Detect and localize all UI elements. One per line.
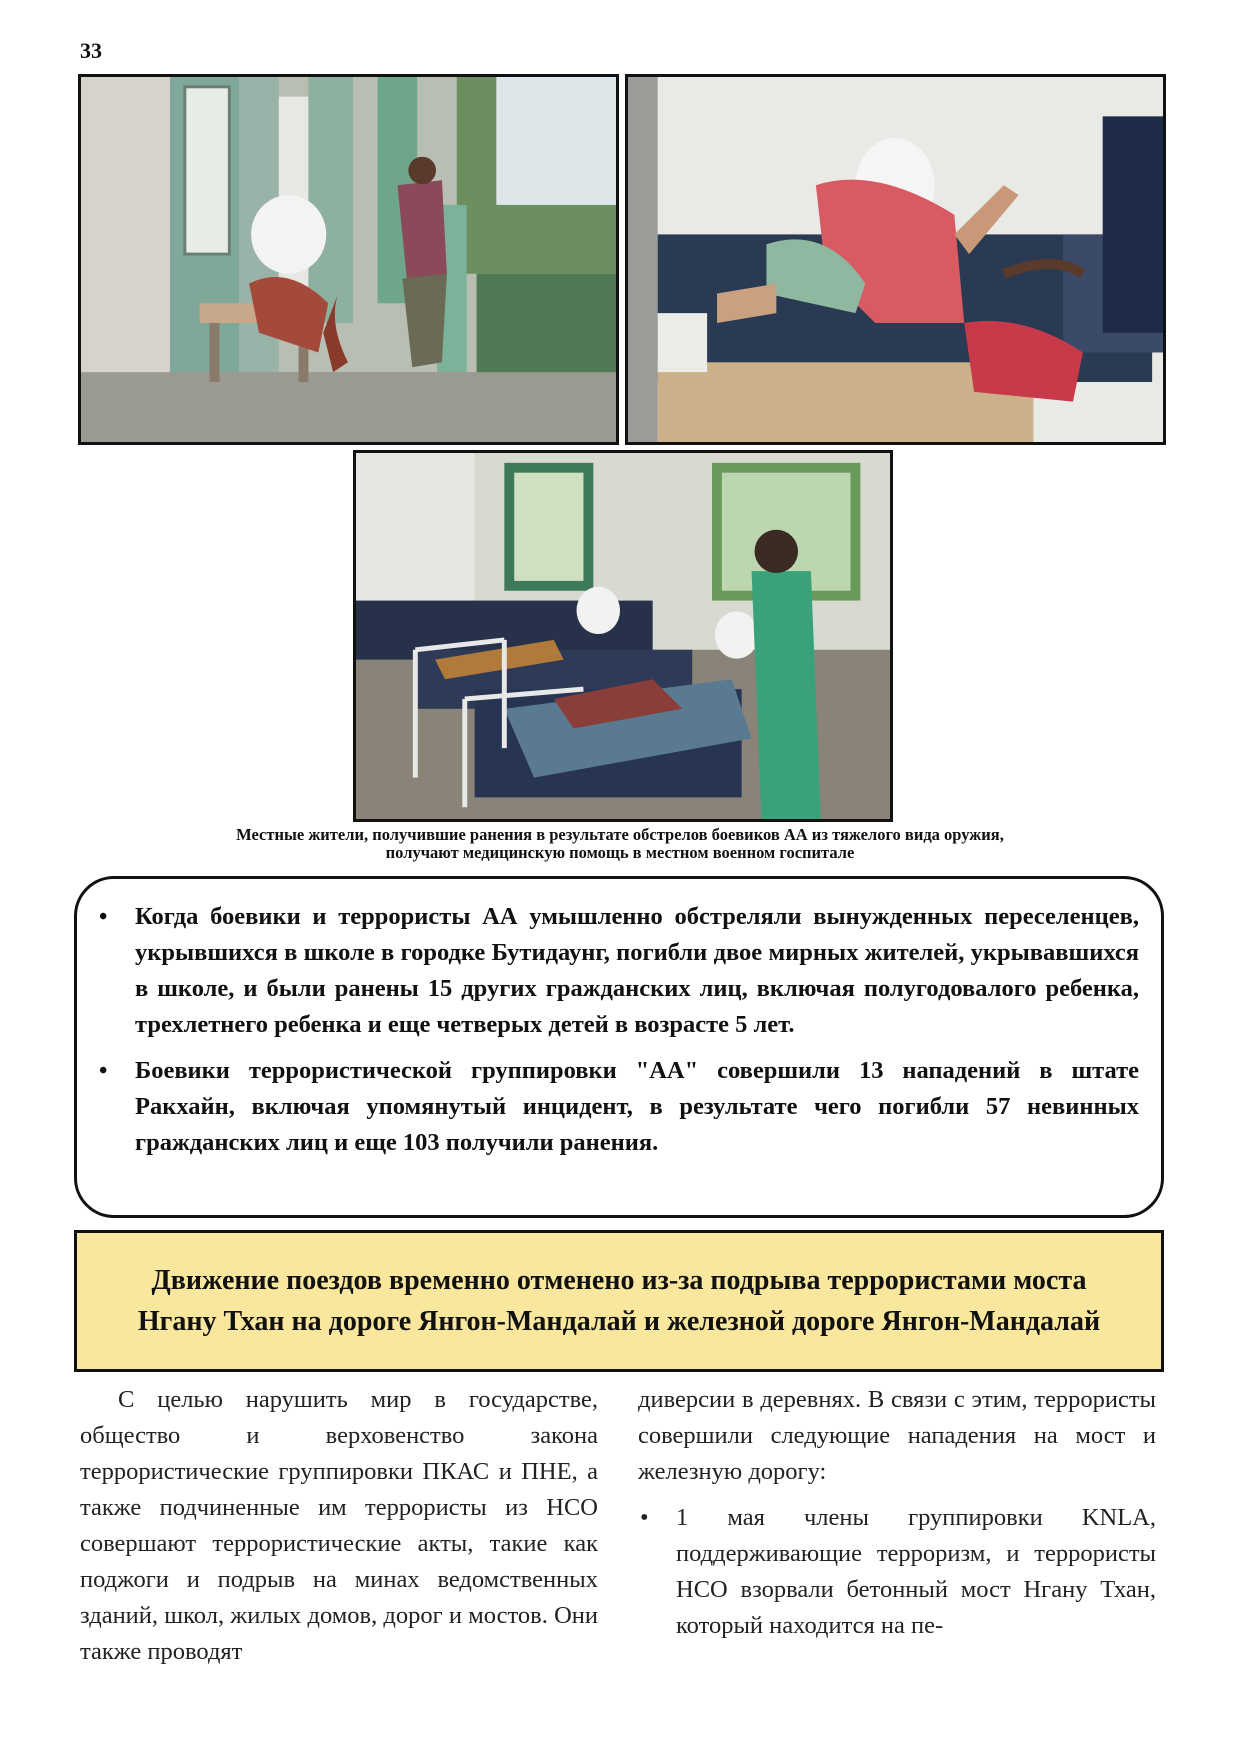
heading-line-1: Движение поездов временно отменено из-за подрыва террористами моста: [151, 1265, 1087, 1296]
photo-injured-woman-on-bed: [625, 74, 1166, 445]
caption-line-1: Местные жители, получившие ранения в результате обстрелов боевиков АА из тяжелого вида оружия,: [236, 825, 1004, 844]
section-heading-banner: [74, 1230, 1164, 1372]
photo-injured-woman-on-bed-icon: [628, 77, 1163, 442]
body-bullet-list: [638, 1500, 1156, 1644]
bullet-dot-icon: •: [99, 904, 108, 930]
body-paragraph: диверсии в деревнях. В связи с этим, террористы совершили следующие нападения на мост и железную дорогу:: [638, 1386, 1156, 1485]
body-paragraph: С целью нарушить мир в государстве, общество и верховенство закона террористические группировки ПКАС и ПНЕ, а также подчиненные им террористы из НСО совершают террористические акты, такие как поджоги и подрыв на минах ведомственных зданий, школ, жилых домов, дорог и мостов. Они также проводят: [80, 1386, 598, 1665]
page-number: 33: [80, 38, 102, 63]
body-column-right: [638, 1382, 1156, 1644]
body-column-left: [80, 1382, 598, 1670]
bullet-item: [99, 1053, 1139, 1161]
photo-caption: [100, 826, 1140, 862]
section-heading: [128, 1260, 1110, 1342]
bullet-text: Боевики террористической группировки "АА" совершили 13 нападений в штате Ракхайн, включая упомянутый инцидент, в результате чего погибли 57 невинных гражданских лиц и еще 103 получили ранения.: [135, 1057, 1139, 1156]
body-bullet-text: 1 мая члены группировки KNLA, поддерживающие терроризм, и террористы НСО взорвали бетонный мост Нгану Тхан, который находится на пе-: [676, 1504, 1156, 1639]
photo-wounded-woman-on-bench-icon: [81, 77, 616, 442]
body-bullet-item: [640, 1500, 1156, 1644]
photo-hospital-ward-doctor-icon: [356, 453, 890, 819]
bullet-text: Когда боевики и террористы АА умышленно обстреляли вынужденных переселенцев, укрывшихся в школе в городке Бутидаунг, погибли двое мирных жителей, укрывавшихся в школе, и были ранены 15 других гражданских лиц, включая полугодовалого ребенка, трехлетнего ребенка и еще четверых детей в возрасте 5 лет.: [135, 903, 1139, 1038]
bullet-dot-icon: •: [640, 1504, 649, 1531]
photo-hospital-ward-doctor: [353, 450, 893, 822]
bullet-item: [99, 899, 1139, 1043]
highlight-bullet-box: [74, 876, 1164, 1218]
photo-wounded-woman-on-bench: [78, 74, 619, 445]
bullet-list: [77, 879, 1161, 1161]
heading-line-2: Нгану Тхан на дороге Янгон-Мандалай и железной дороге Янгон-Мандалай: [137, 1306, 1101, 1337]
caption-line-2: получают медицинскую помощь в местном военном госпитале: [385, 843, 855, 862]
bullet-dot-icon: •: [99, 1058, 108, 1084]
